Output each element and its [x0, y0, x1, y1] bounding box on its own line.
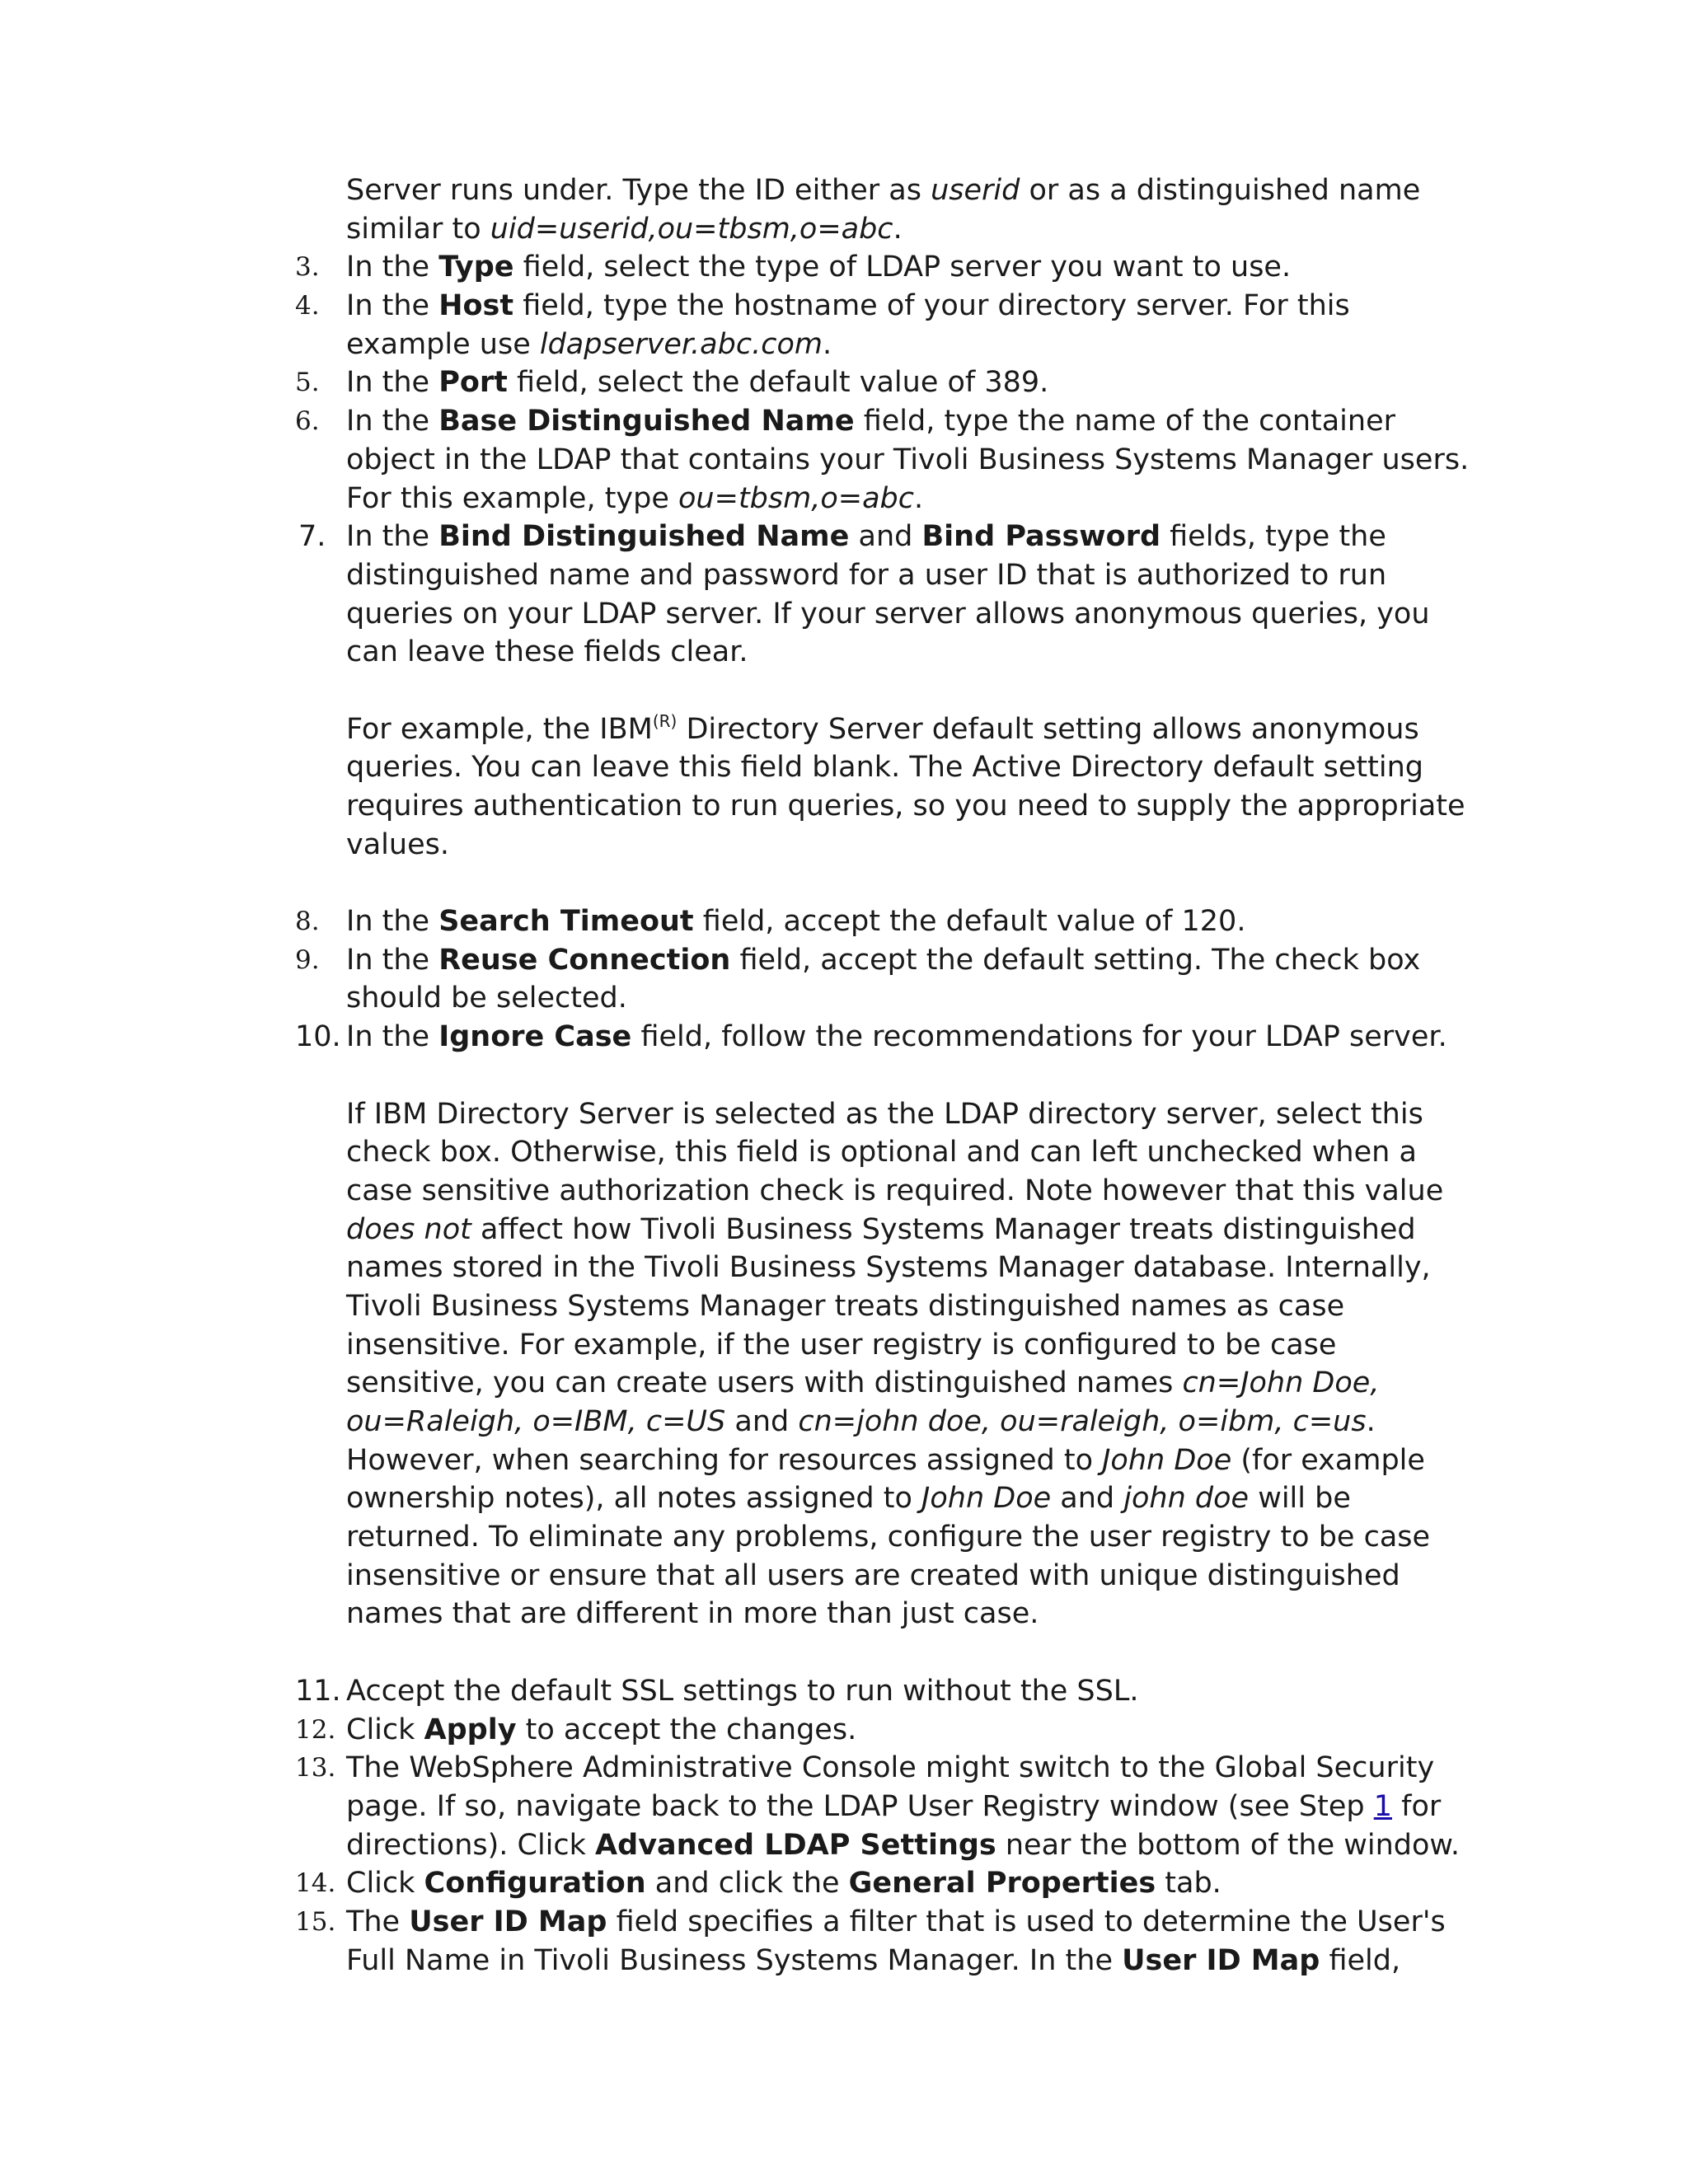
text-line: does not affect how Tivoli Business Systems Manager treats distinguished — [346, 1212, 1416, 1246]
list-number: 11. — [295, 1674, 341, 1708]
text-line: sensitive, you can create users with distinguished names cn=John Doe, — [346, 1366, 1380, 1400]
list-number: 7. — [298, 520, 326, 554]
document-body — [295, 171, 1470, 1980]
list-number: 4. — [295, 291, 320, 321]
list-item-10: 10. In the Ignore Case field, follow the recommendations for your LDAP server. — [346, 1018, 1451, 1057]
text-line: queries on your LDAP server. If your server allows anonymous queries, you — [346, 597, 1430, 630]
list-number: 6. — [295, 406, 320, 437]
list-number: 14. — [295, 1868, 336, 1899]
text-line: ou=Raleigh, o=IBM, c=US and cn=john doe, ou=raleigh, o=ibm, c=us. — [346, 1405, 1376, 1438]
list-item-8: 8. In the Search Timeout field, accept the default value of 120. — [346, 902, 1451, 941]
text-line: However, when searching for resources assigned to John Doe (for example — [346, 1443, 1425, 1477]
list-number: 15. — [295, 1906, 336, 1937]
list-item-11: 11. Accept the default SSL settings to run without the SSL. — [346, 1672, 1451, 1711]
list-item-9: 9. In the Reuse Connection field, accept the default setting. The check box — [346, 941, 1451, 980]
text-line: names stored in the Tivoli Business Systems Manager database. Internally, — [346, 1251, 1431, 1285]
text-line: can leave these fields clear. — [346, 635, 748, 669]
text-line: names that are different in more than just case. — [346, 1597, 1039, 1631]
list-item-15: 15. The User ID Map field specifies a filter that is used to determine the User's — [346, 1903, 1451, 1942]
list-item-12: 12. Click Apply to accept the changes. — [346, 1711, 1451, 1750]
spacer — [346, 672, 1451, 710]
text-line: Server runs under. Type the ID either as userid or as a distinguished name — [346, 174, 1421, 207]
list-item-3: 3. In the Type field, select the type of LDAP server you want to use. — [346, 248, 1451, 287]
list-number: 5. — [295, 368, 320, 398]
text-line: returned. To eliminate any problems, configure the user registry to be case — [346, 1521, 1431, 1554]
list-number: 13. — [295, 1753, 336, 1783]
text-line: check box. Otherwise, this field is optional and can left unchecked when a — [346, 1136, 1417, 1169]
spacer — [346, 864, 1451, 902]
list-item-5: 5. In the Port field, select the default value of 389. — [346, 363, 1451, 402]
list-number: 9. — [295, 944, 320, 975]
text-line: ownership notes), all notes assigned to John Doe and john doe will be — [346, 1482, 1351, 1516]
text-line: values. — [346, 827, 449, 861]
list-item-7: 7. In the Bind Distinguished Name and Bind Password fields, type the — [346, 518, 1451, 556]
list-number: 10. — [295, 1020, 341, 1054]
list-item-4: 4. In the Host field, type the hostname of your directory server. For this — [346, 287, 1451, 326]
list-item-14: 14. Click Configuration and click the General Properties tab. — [346, 1864, 1451, 1903]
text-line: For this example, type ou=tbsm,o=abc. — [346, 481, 924, 515]
text-line: If IBM Directory Server is selected as the LDAP directory server, select this — [346, 1097, 1423, 1131]
text-line: page. If so, navigate back to the LDAP User Registry window (see Step 1 for — [346, 1789, 1442, 1823]
spacer — [346, 1057, 1451, 1095]
spacer — [346, 1633, 1451, 1672]
text-line: For example, the $IBM^{(R)}$ Directory Server default setting allows anonymous — [346, 710, 1419, 746]
text-line: Full Name in Tivoli Business Systems Manager. In the User ID Map field, — [346, 1943, 1401, 1977]
text-line: queries. You can leave this field blank. The Active Directory default setting — [346, 751, 1423, 785]
text-line: similar to uid=userid,ou=tbsm,o=abc. — [346, 212, 903, 246]
text-line: distinguished name and password for a user ID that is authorized to run — [346, 558, 1387, 592]
text-line: Tivoli Business Systems Manager treats distinguished names as case — [346, 1289, 1345, 1323]
text-line: insensitive. For example, if the user registry is configured to be case — [346, 1328, 1337, 1361]
list-number: 8. — [295, 907, 320, 937]
list-item-13: 13. The WebSphere Administrative Console might switch to the Global Security — [346, 1749, 1451, 1788]
list-item-6: 6. In the Base Distinguished Name field, type the name of the container — [346, 402, 1451, 441]
text-line: requires authentication to run queries, so you need to supply the appropriate — [346, 790, 1465, 823]
step-1-link[interactable]: 1 — [1373, 1789, 1392, 1823]
text-line: directions). Click Advanced LDAP Settings near the bottom of the window. — [346, 1828, 1460, 1862]
list-number: 3. — [295, 252, 320, 283]
registered-mark: (R) — [652, 710, 678, 731]
text-line: should be selected. — [346, 982, 627, 1015]
text-line: case sensitive authorization check is required. Note however that this value — [346, 1174, 1444, 1207]
text-line: example use ldapserver.abc.com. — [346, 327, 832, 361]
list-number: 12. — [295, 1714, 336, 1745]
text-line: object in the LDAP that contains your Tivoli Business Systems Manager users. — [346, 443, 1470, 476]
text-line: insensitive or ensure that all users are created with unique distinguished — [346, 1558, 1400, 1592]
